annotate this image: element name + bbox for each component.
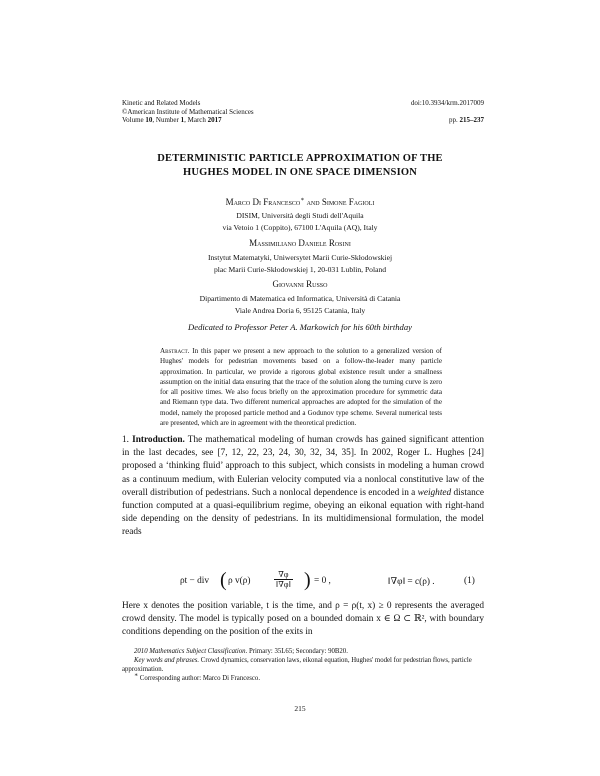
volume-line: Volume 10, Number 1, March 2017	[122, 116, 222, 124]
copyright: ©American Institute of Mathematical Sciences	[122, 107, 254, 116]
equation-1: ρt − div ( ρ v(ρ) $\frac{\nabla\varphi}{‖\nabla\varphi‖}$ ) = 0 , ‖∇φ‖ = c(ρ) . (1)	[180, 569, 475, 591]
abstract-label: Abstract.	[160, 347, 190, 355]
page-number: 215	[294, 704, 306, 713]
section-heading: Introduction.	[132, 435, 185, 445]
dedication: Dedicated to Professor Peter A. Markowich for his 60th birthday	[188, 322, 412, 332]
page-range: pp. 215–237	[449, 116, 484, 124]
paper-title: DETERMINISTIC PARTICLE APPROXIMATION OF THE HUGHES MODEL IN ONE SPACE DIMENSION	[157, 153, 443, 178]
affiliation-1: DISIM, Università degli Studi dell'Aquila via Vetoio 1 (Coppito), 67100 L'Aquila (AQ), Italy	[222, 211, 378, 232]
affiliation-3: Dipartimento di Matematica ed Informatica, Università di Catania Viale Andrea Doria 6, 95125 Catania, Italy	[199, 294, 401, 315]
msc-footnote: 2010 Mathematics Subject Classification. Primary: 35L65; Secondary: 90B20.	[134, 648, 348, 655]
intro-paragraph-2: Here x denotes the position variable, t is the time, and ρ = ρ(t, x) ≥ 0 represents the averaged crowd density. The model is typically posed on a bounded domain x ∈ Ω ⊂ ℝ², with boundary conditions depending on the position of the exits in	[122, 601, 484, 638]
author-line-2: Massimiliano Daniele Rosini	[249, 238, 351, 248]
journal-header	[122, 99, 254, 125]
keywords-footnote: Key words and phrases. Crowd dynamics, conservation laws, eikonal equation, Hughes' model for pedestrian flows, particle approximation.	[122, 657, 472, 673]
doi: doi:10.3934/krm.2017009	[410, 99, 484, 107]
author-line-3: Giovanni Russo	[272, 279, 328, 289]
corresponding-footnote: ∗ Corresponding author: Marco Di Francesco.	[134, 672, 261, 682]
equation-label: (1)	[464, 576, 475, 586]
journal-name: Kinetic and Related Models	[122, 99, 201, 107]
author-line-1: Marco Di Francesco∗ and Simone Fagioli	[225, 197, 375, 207]
affiliation-2: Instytut Matematyki, Uniwersytet Marii Curie-Skłodowskiej plac Marii Curie-Skłodowskiej 1, 20-031 Lublin, Poland	[207, 253, 393, 274]
abstract-text: In this paper we present a new approach to the solution to a generalized version of Hughes' models for pedestrian movements based on a follow-the-leader many particle approximation. In particular, we provide a rigorous global existence result under a smallness assumption on the initial data ensuring that the trace of the solution along the turning curve is zero for all positive times. We also focus briefly on the approximation procedure for symmetric data and Riemann type data. Two different numerical approaches are adopted for the simulation of the model, namely the proposed particle method and a Godunov type scheme. Several numerical tests are presented, which are in agreement with the theoretical prediction.	[160, 347, 443, 428]
doi-block	[380, 99, 484, 125]
footnotes	[122, 647, 484, 683]
abstract	[160, 346, 442, 428]
intro-paragraph-1: 1. Introduction. The mathematical modeling of human crowds has gained significant attention in the last decades, see [7, 12, 22, 23, 24, 30, 32, 34, 35]. In 2002, Roger L. Hughes [24] proposed a ‘thinking fluid’ approach to this subject, which consists in modeling a human crowd as a continuum medium, with Eulerian velocity computed via a nonlocal constitutive law of the overall distribution of pedestrians. Such a nonlocal dependence is encoded in a weighted distance function computed at a quasi-equilibrium regime, obeying an eikonal equation with right-hand side depending on the density of pedestrians. In its multidimensional formulation, the model reads	[122, 435, 485, 538]
